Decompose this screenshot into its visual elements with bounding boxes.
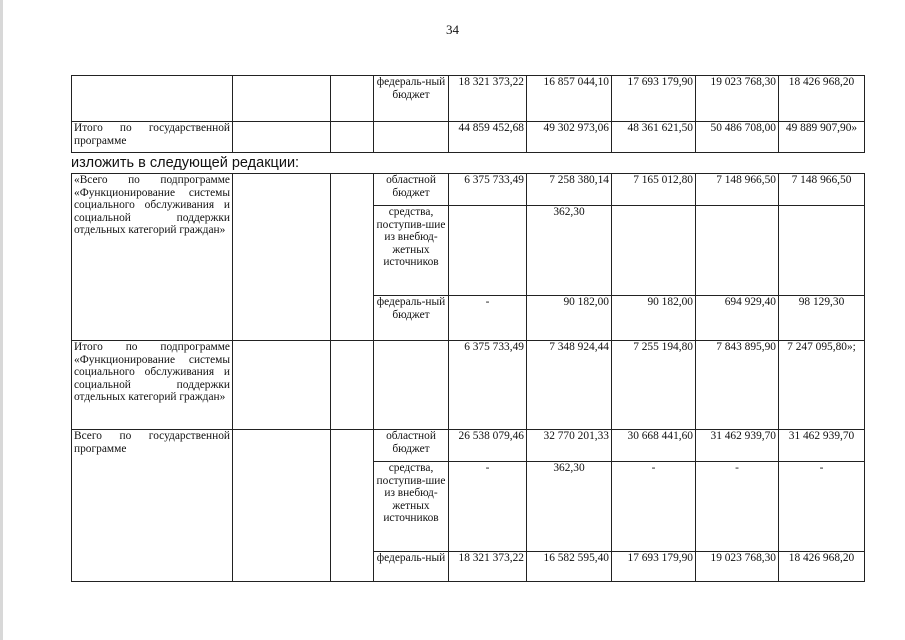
value-cell: 7 843 895,90 [696, 341, 779, 430]
value-cell: 19 023 768,30 [696, 552, 779, 582]
empty-cell [331, 341, 374, 430]
value-cell: 6 375 733,49 [449, 174, 527, 206]
value-cell: 26 538 079,46 [449, 430, 527, 462]
page-edge [0, 0, 3, 640]
empty-cell [374, 341, 449, 430]
value-cell: 16 857 044,10 [527, 76, 612, 122]
empty-cell [233, 430, 331, 582]
value-cell: - [779, 462, 865, 552]
source-cell: федераль-ный [374, 552, 449, 582]
value-cell: 19 023 768,30 [696, 76, 779, 122]
empty-cell [233, 122, 331, 153]
value-cell: 16 582 595,40 [527, 552, 612, 582]
empty-cell [233, 174, 331, 341]
value-cell: 7 348 924,44 [527, 341, 612, 430]
value-cell: 7 148 966,50 [779, 174, 865, 206]
table-row [72, 122, 865, 153]
empty-cell [331, 76, 374, 122]
value-cell: 31 462 939,70 [779, 430, 865, 462]
empty-cell [331, 430, 374, 582]
value-cell: 7 165 012,80 [612, 174, 696, 206]
value-cell: 18 321 373,22 [449, 76, 527, 122]
value-cell: 7 255 194,80 [612, 341, 696, 430]
empty-cell [233, 76, 331, 122]
value-cell: 17 693 179,90 [612, 76, 696, 122]
value-cell: 32 770 201,33 [527, 430, 612, 462]
empty-cell [331, 122, 374, 153]
value-cell: 49 302 973,06 [527, 122, 612, 153]
value-cell: 90 182,00 [612, 296, 696, 341]
empty-cell [374, 122, 449, 153]
empty-cell [233, 341, 331, 430]
value-cell: 7 247 095,80»; [779, 341, 865, 430]
value-cell: 7 148 966,50 [696, 174, 779, 206]
value-cell: 48 361 621,50 [612, 122, 696, 153]
value-cell [612, 206, 696, 296]
source-cell: средства, поступив-шие из внебюд-жетных источников [374, 462, 449, 552]
value-cell: 30 668 441,60 [612, 430, 696, 462]
value-cell: 362,30 [527, 206, 612, 296]
page-number: 34 [446, 22, 459, 37]
table-row [72, 341, 865, 430]
value-cell: 50 486 708,00 [696, 122, 779, 153]
table-row [72, 430, 865, 462]
table-row [72, 76, 865, 122]
value-cell: 31 462 939,70 [696, 430, 779, 462]
value-cell: - [612, 462, 696, 552]
table-row [72, 174, 865, 206]
name-cell: Итого по подпрограмме «Функционирование системы социального обслуживания и социальной поддержки отдельных категорий граждан» [72, 341, 233, 430]
source-cell: средства, поступив-шие из внебюд-жетных источников [374, 206, 449, 296]
value-cell: 18 321 373,22 [449, 552, 527, 582]
value-cell: 18 426 968,20 [779, 552, 865, 582]
value-cell: 694 929,40 [696, 296, 779, 341]
name-cell: Итого по государственной программе [72, 122, 233, 153]
value-cell: 49 889 907,90» [779, 122, 865, 153]
value-cell: - [449, 462, 527, 552]
value-cell: 90 182,00 [527, 296, 612, 341]
value-cell: 44 859 452,68 [449, 122, 527, 153]
value-cell: 18 426 968,20 [779, 76, 865, 122]
value-cell: 17 693 179,90 [612, 552, 696, 582]
source-cell: областной бюджет [374, 430, 449, 462]
name-cell: «Всего по подпрограмме «Функционирование системы социального обслуживания и социальной поддержки отдельных категорий граждан» [72, 174, 233, 341]
bottom-table [71, 173, 865, 582]
value-cell: - [449, 296, 527, 341]
value-cell: - [696, 462, 779, 552]
empty-cell [331, 174, 374, 341]
top-table [71, 75, 865, 153]
name-cell [72, 76, 233, 122]
value-cell: 6 375 733,49 [449, 341, 527, 430]
intro-text: изложить в следующей редакции: [71, 155, 300, 171]
value-cell [696, 206, 779, 296]
value-cell: 7 258 380,14 [527, 174, 612, 206]
value-cell: 98 129,30 [779, 296, 865, 341]
source-cell: федераль-ный бюджет [374, 76, 449, 122]
value-cell [779, 206, 865, 296]
name-cell: Всего по государственной программе [72, 430, 233, 582]
value-cell [449, 206, 527, 296]
value-cell: 362,30 [527, 462, 612, 552]
source-cell: областной бюджет [374, 174, 449, 206]
source-cell: федераль-ный бюджет [374, 296, 449, 341]
